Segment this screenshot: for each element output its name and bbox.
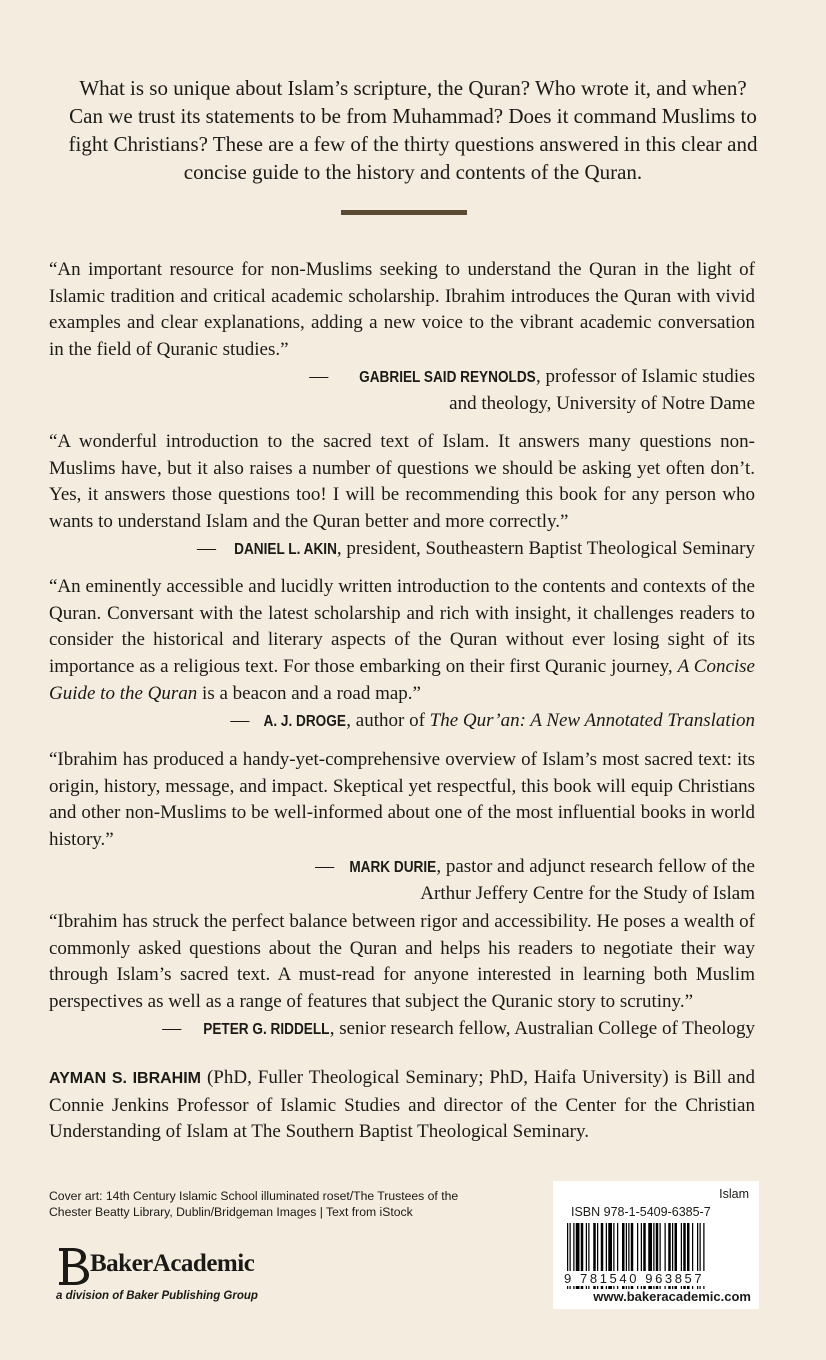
divider-rule	[341, 210, 467, 215]
barcode-panel	[553, 1181, 759, 1309]
endorser-name: MARK DURIE	[349, 858, 437, 876]
endorser-name: DANIEL L. AKIN	[234, 540, 337, 558]
attribution-dash: —	[197, 537, 217, 559]
category-label: Islam	[719, 1187, 749, 1201]
isbn-label: ISBN 978-1-5409-6385-7	[571, 1205, 711, 1219]
author-bio	[49, 1065, 755, 1146]
book-title: A Concise Guide to the Quran	[49, 656, 755, 704]
publisher-tagline: a division of Baker Publishing Group	[56, 1290, 258, 1302]
endorser-name: PETER G. RIDDELL	[203, 1020, 330, 1038]
blurb-quote: “An important resource for non-Muslims seeking to understand the Quran in the light of Islamic tradition and critical academic scholarship. Ibrahim introduces the Quran with vivid examples and clear explanations, adding a new voice to the vibrant academic conversation in the field of Quranic studies.”	[49, 259, 755, 361]
barcode-digits	[563, 1271, 751, 1286]
blurb-durie	[49, 747, 755, 907]
endorser-role-cont: Arthur Jeffery Centre for the Study of Islam	[420, 882, 755, 904]
blurb-quote: “Ibrahim has produced a handy-yet-comprehensive overview of Islam’s most sacred text: its origin, history, message, and impact. Skeptical yet respectful, this book will equip Christians and other non-Muslims to be well-informed about one of the most influential books in world history.”	[49, 749, 755, 851]
cover-art-credit: Cover art: 14th Century Islamic School illuminated roset/The Trustees of the Chester Beatty Library, Dublin/Bridgeman Images | Text from iStock	[49, 1189, 459, 1219]
barcode-digits-text: 9 781540 963857	[564, 1271, 705, 1286]
endorser-role: , pastor and adjunct research fellow of the	[436, 855, 755, 877]
blurb-attribution	[49, 854, 755, 907]
author-name: AYMAN S. IBRAHIM	[49, 1070, 202, 1087]
blurb-reynolds	[49, 257, 755, 417]
endorser-book-title: The Qur’an: A New Annotated Translation	[429, 709, 755, 731]
blurb-attribution	[49, 536, 755, 563]
endorser-role: , professor of Islamic studies	[536, 365, 755, 387]
endorser-role-cont: and theology, University of Notre Dame	[449, 392, 755, 414]
quote-part-a: “An eminently accessible and lucidly written introduction to the contents and contexts of the Quran. Conversant with the latest scholarship and rich with insight, it challenges readers to consider the historical and literary aspects of the Quran without ever losing sight of its importance as a religious text. For those embarking on their first Quranic journey,	[49, 576, 755, 678]
publisher-name: BakerAcademic	[90, 1250, 255, 1277]
publisher-url: www.bakeracademic.com	[593, 1289, 751, 1304]
attribution-dash: —	[230, 709, 250, 731]
attribution-dash: —	[162, 1017, 182, 1039]
blurb-riddell	[49, 909, 755, 1043]
blurb-akin	[49, 429, 755, 563]
blurb-attribution	[49, 708, 755, 735]
author-bio-text: (PhD, Fuller Theological Seminary; PhD, Haifa University) is Bill and Connie Jenkins Professor of Islamic Studies and director of the Center for the Christian Understanding of Islam at The Southern Baptist Theological Seminary.	[49, 1067, 755, 1143]
publisher-logo	[56, 1246, 326, 1306]
attribution-dash: —	[309, 365, 329, 387]
blurb-attribution	[49, 364, 755, 417]
blurb-droge	[49, 574, 755, 735]
blurb-quote: “A wonderful introduction to the sacred text of Islam. It answers many questions non-Muslims have, but it also raises a number of questions we should be asking yet often don’t. Yes, it answers those questions too! I will be recommending this book for any person who wants to understand Islam and the Quran better and more correctly.”	[49, 431, 755, 533]
blurb-quote	[49, 574, 755, 708]
blurb-attribution	[49, 1016, 755, 1043]
endorser-role: , president, Southeastern Baptist Theological Seminary	[336, 537, 755, 559]
endorser-role: , senior research fellow, Australian College of Theology	[329, 1017, 755, 1039]
blurb-quote: “Ibrahim has struck the perfect balance between rigor and accessibility. He poses a wealth of commonly asked questions about the Quran and helps his readers to negotiate their way through Islam’s sacred text. A must-read for anyone interested in learning both Muslim perspectives as well as a range of features that subject the Quranic story to scrutiny.”	[49, 911, 755, 1013]
endorser-role: , author of	[346, 709, 430, 731]
endorser-name: A. J. DROGE	[263, 712, 347, 730]
attribution-dash: —	[315, 855, 335, 877]
intro-paragraph: What is so unique about Islam’s scripture, the Quran? Who wrote it, and when? Can we trust its statements to be from Muhammad? Does it command Muslims to fight Christians? These are a few of the thirty questions answered in this clear and concise guide to the history and contents of the Quran.	[68, 76, 758, 184]
baker-b-icon	[56, 1246, 92, 1286]
quote-part-b: is a beacon and a road map.”	[197, 682, 421, 704]
endorser-name: GABRIEL SAID REYNOLDS	[359, 368, 537, 386]
